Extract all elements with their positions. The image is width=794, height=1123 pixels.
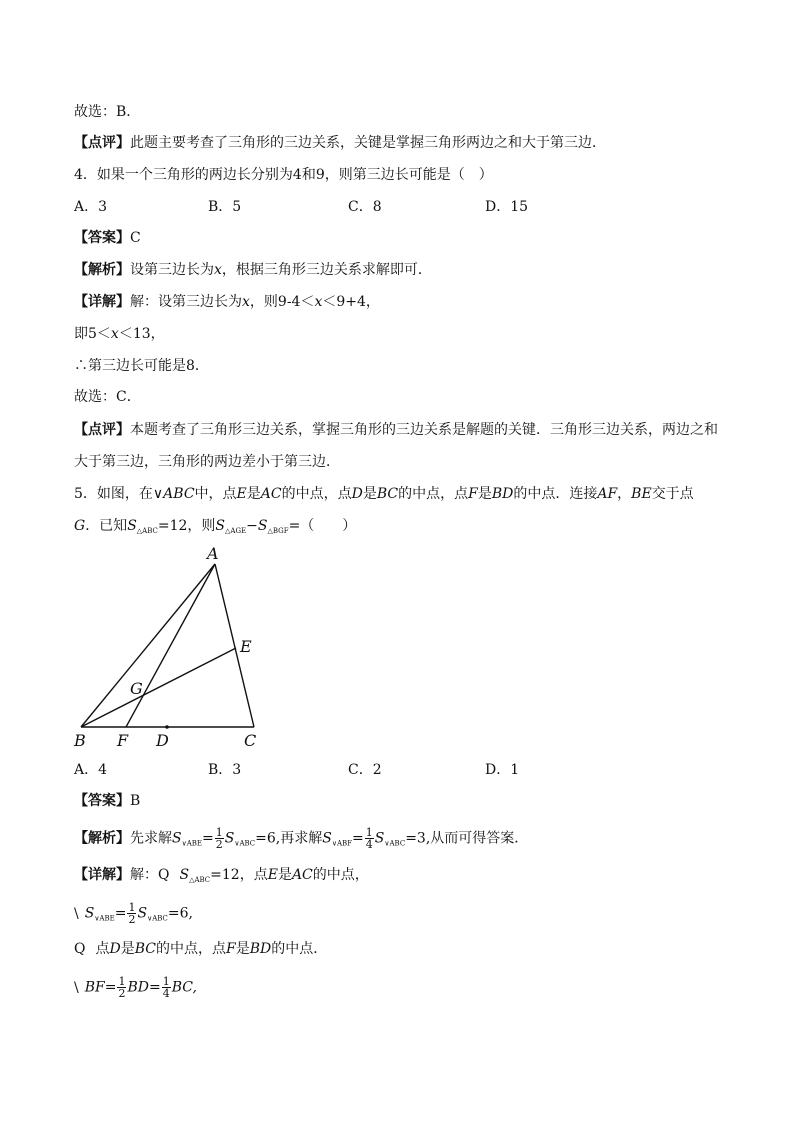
detail-text: 点 (95, 941, 110, 957)
fraction-quarter (365, 827, 374, 850)
area-s: S (257, 518, 268, 534)
area-sub: △AGE (225, 527, 247, 535)
seg-be-line (81, 648, 236, 727)
stem-text: =（ ） (288, 518, 357, 534)
stem-text: 5．如图，在 (74, 486, 153, 502)
detail-post: ，则9-4＜ (249, 294, 315, 310)
step1-pre: 即5＜ (74, 326, 111, 342)
numerator: 1 (128, 901, 136, 914)
point-e: E (236, 486, 247, 502)
area-s: S (322, 830, 332, 847)
stem-text: 中，点 (194, 486, 237, 502)
detail-text: 的中点， (312, 867, 369, 883)
analysis-pre: 设第三边长为 (130, 262, 214, 278)
q4-choice: 故选：C． (74, 389, 141, 405)
prev-answer-choice: 故选：B． (74, 104, 141, 120)
stem-text: − (246, 518, 258, 534)
stem-text: 的中点，点 (398, 486, 469, 502)
because-symbol: Q (158, 867, 170, 883)
point-f: F (468, 486, 478, 502)
var-x: x (214, 262, 222, 278)
stem-text: 交于点 (651, 486, 694, 502)
triangle-symbol: ∨ (152, 486, 164, 502)
detail-text: 是 (277, 867, 292, 883)
q4-option-a: A．3 (74, 199, 108, 215)
tri-abc: ABC (163, 486, 195, 502)
stem-text: 的中点．连接 (513, 486, 598, 502)
area-sub: ∨ABE (181, 839, 203, 848)
q5-detail (74, 865, 369, 890)
seg-bd: BD (127, 979, 149, 996)
stem-text: ，则 (187, 518, 216, 534)
answer-tag: 【答案】 (74, 230, 130, 246)
area-s: S (179, 867, 190, 883)
fraction-half (215, 827, 224, 850)
q5-option-b: B．3 (208, 762, 242, 778)
analysis-text: =6,再求解 (255, 830, 323, 847)
label-a: A (207, 544, 219, 563)
area-s: S (224, 830, 235, 847)
equals: = (114, 905, 127, 922)
stem-text: 的中点，点 (281, 486, 352, 502)
analysis-tag: 【解析】 (74, 262, 130, 278)
seg-af-line (126, 564, 215, 727)
q4-comment-line2: 大于第三边，三角形的两边差小于第三边． (74, 454, 340, 470)
point-d: D (351, 486, 363, 502)
detail-text: =12 (210, 867, 240, 883)
detail-text: 是 (120, 941, 135, 957)
detail-text: 的中点，点 (155, 941, 226, 957)
area-sub: △BGF (267, 527, 289, 535)
label-c: C (244, 731, 257, 750)
detail-tag: 【详解】 (74, 867, 130, 883)
answer-value: B (130, 793, 141, 809)
comment-text: 此题主要考查了三角形的三边关系，关键是掌握三角形两边之和大于第三边． (130, 135, 606, 151)
area-s: S (84, 905, 95, 922)
analysis-text: 先求解 (130, 830, 172, 847)
area-sub: ∨ABF (331, 839, 353, 848)
detail-text: 解： (130, 867, 158, 883)
prev-comment (74, 133, 606, 153)
seg-bd: BD (491, 486, 514, 502)
stem-text: ， (617, 486, 632, 502)
analysis-text: =3,从而可得答案． (405, 830, 529, 847)
q4-answer (74, 228, 141, 248)
detail-text: =6, (167, 905, 193, 922)
point-f: F (225, 941, 236, 957)
area-s: S (172, 830, 182, 847)
stem-text: 是 (362, 486, 377, 502)
stem-text: 是 (246, 486, 261, 502)
area-sub: △ABC (136, 527, 158, 535)
seg-be: BE (631, 486, 652, 502)
q5-stem-line1 (74, 484, 694, 504)
q5-detail-line4 (74, 976, 197, 999)
var-x: x (242, 294, 250, 310)
q5-detail-line3 (74, 939, 327, 959)
q4-option-b: B．5 (208, 199, 242, 215)
therefore-symbol: \ (74, 905, 79, 922)
stem-text: 是 (477, 486, 492, 502)
answer-value: C (130, 230, 141, 246)
stem-text: ．已知 (85, 518, 128, 534)
numerator: 1 (162, 975, 170, 988)
q5-stem-line2 (74, 516, 356, 541)
detail-text: 是 (235, 941, 250, 957)
therefore-symbol: \ (74, 979, 79, 996)
q5-answer (74, 791, 140, 811)
equals: = (352, 830, 364, 847)
seg-ac: AC (291, 867, 313, 883)
area-sub: ∨ABC (234, 839, 256, 848)
detail-tag: 【详解】 (74, 294, 130, 310)
seg-bc: BC (376, 486, 399, 502)
equals: = (104, 979, 117, 996)
fraction-half (117, 976, 126, 999)
label-g: G (130, 679, 143, 698)
equals: = (202, 830, 214, 847)
area-sub: ∨ABC (384, 839, 406, 848)
area-s: S (137, 905, 148, 922)
label-d: D (156, 731, 169, 750)
q4-stem: 4．如果一个三角形的两边长分别为4和9，则第三边长可能是（ ） (74, 167, 493, 183)
denominator: 2 (215, 838, 223, 851)
analysis-post: ，根据三角形三边关系求解即可． (221, 262, 432, 278)
area-s: S (374, 830, 385, 847)
area-sub: △ABC (189, 876, 211, 884)
var-x: x (110, 326, 119, 342)
stem-text: =12 (157, 518, 188, 534)
step1-post: ＜13， (118, 326, 165, 342)
q5-option-d: D．1 (485, 762, 520, 778)
detail-text: 的中点． (271, 941, 328, 957)
answer-tag: 【答案】 (74, 793, 130, 809)
q4-option-c: C．8 (348, 199, 382, 215)
label-b: B (74, 731, 86, 750)
q4-analysis (74, 260, 432, 280)
denominator: 2 (118, 987, 126, 1000)
point-d-dot (165, 725, 169, 729)
seg-af: AF (597, 486, 618, 502)
point-g: G (74, 518, 86, 534)
seg-bd: BD (249, 941, 272, 957)
equals: = (148, 979, 161, 996)
denominator: 2 (128, 913, 136, 926)
numerator: 1 (118, 975, 126, 988)
seg-bc: BC (134, 941, 156, 957)
because-symbol: Q (74, 941, 86, 957)
q5-option-c: C．2 (348, 762, 382, 778)
var-x: x (314, 294, 323, 310)
numerator: 1 (365, 826, 373, 839)
comment-line1: 本题考查了三角形三边关系，掌握三角形的三边关系是解题的关键．三角形三边关系，两边之和 (130, 422, 718, 438)
area-s: S (127, 518, 137, 534)
q5-option-a: A．4 (74, 762, 108, 778)
label-f: F (117, 731, 129, 750)
comment-tag: 【点评】 (74, 135, 130, 151)
fraction-half (127, 902, 136, 925)
area-sub: ∨ABC (147, 914, 168, 923)
detail-end: ＜9+4， (322, 294, 380, 310)
seg-bc: BC, (171, 979, 197, 996)
triangle-figure (70, 540, 270, 755)
q4-detail (74, 292, 380, 312)
seg-bf: BF (84, 979, 105, 996)
numerator: 1 (215, 826, 223, 839)
seg-ab (81, 564, 215, 727)
fraction-quarter (162, 976, 171, 999)
comment-tag: 【点评】 (74, 422, 130, 438)
q5-analysis (74, 827, 528, 854)
q4-comment (74, 420, 718, 440)
detail-pre: 解：设第三边长为 (130, 294, 242, 310)
denominator: 4 (365, 838, 373, 851)
q4-option-d: D．15 (485, 199, 529, 215)
q4-step1 (74, 324, 165, 344)
point-e: E (267, 867, 278, 883)
seg-ac: AC (260, 486, 282, 502)
area-sub: ∨ABE (94, 914, 115, 923)
q5-detail-line2 (74, 902, 193, 929)
analysis-tag: 【解析】 (74, 830, 130, 847)
area-s: S (215, 518, 225, 534)
q4-step2: ∴第三边长可能是8． (74, 358, 209, 374)
detail-text: ，点 (239, 867, 268, 883)
denominator: 4 (162, 987, 170, 1000)
point-d: D (109, 941, 121, 957)
label-e: E (240, 637, 252, 656)
